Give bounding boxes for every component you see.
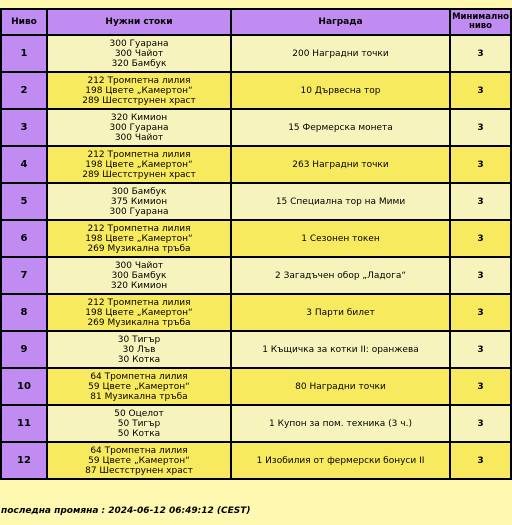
required-item: 59 Цвете „Камертон“	[88, 455, 190, 466]
reward-cell: 10 Дървесна тор	[231, 72, 450, 109]
level-cell: 11	[1, 405, 47, 442]
min-level-cell: 3	[450, 405, 511, 442]
level-cell: 2	[1, 72, 47, 109]
level-cell: 6	[1, 220, 47, 257]
table-row	[1, 146, 511, 183]
required-item: 300 Гуарана	[109, 38, 169, 49]
required-item: 269 Музикална тръба	[87, 317, 191, 328]
table-row	[1, 368, 511, 405]
level-cell: 10	[1, 368, 47, 405]
required-item: 300 Бамбук	[111, 270, 167, 281]
level-cell: 3	[1, 109, 47, 146]
min-level-cell: 3	[450, 220, 511, 257]
level-cell: 8	[1, 294, 47, 331]
required-item: 300 Чайот	[114, 132, 164, 143]
min-level-cell: 3	[450, 294, 511, 331]
required-item: 289 Шестструнен храст	[82, 95, 196, 106]
min-level-cell: 3	[450, 146, 511, 183]
reward-cell: 263 Наградни точки	[231, 146, 450, 183]
items-cell	[47, 220, 231, 257]
min-level-cell: 3	[450, 368, 511, 405]
items-cell	[47, 109, 231, 146]
level-cell: 4	[1, 146, 47, 183]
level-cell: 1	[1, 35, 47, 72]
required-item: 198 Цвете „Камертон“	[85, 159, 193, 170]
min-level-cell: 3	[450, 109, 511, 146]
required-item: 30 Котка	[117, 354, 161, 365]
items-cell	[47, 368, 231, 405]
required-item: 212 Тромпетна лилия	[87, 297, 191, 308]
items-cell	[47, 331, 231, 368]
items-cell	[47, 257, 231, 294]
required-item: 50 Оцелот	[114, 408, 164, 419]
required-item: 50 Котка	[117, 428, 161, 439]
required-item: 212 Тромпетна лилия	[87, 75, 191, 86]
reward-cell: 15 Специална тор на Мими	[231, 183, 450, 220]
min-level-cell: 3	[450, 183, 511, 220]
items-cell	[47, 442, 231, 479]
required-item: 198 Цвете „Камертон“	[85, 307, 193, 318]
required-item: 87 Шестструнен храст	[85, 465, 193, 476]
reward-cell: 1 Къщичка за котки II: оранжева	[231, 331, 450, 368]
header-min-level-line2: ниво	[468, 21, 493, 31]
required-item: 320 Кимион	[110, 112, 168, 123]
table-row	[1, 220, 511, 257]
items-cell	[47, 35, 231, 72]
required-item: 289 Шестструнен храст	[82, 169, 196, 180]
reward-cell: 3 Парти билет	[231, 294, 450, 331]
table-row	[1, 183, 511, 220]
min-level-cell: 3	[450, 35, 511, 72]
required-item: 300 Чайот	[114, 260, 164, 271]
table-row	[1, 257, 511, 294]
required-item: 212 Тромпетна лилия	[87, 149, 191, 160]
level-cell: 5	[1, 183, 47, 220]
required-item: 269 Музикална тръба	[87, 243, 191, 254]
level-cell: 12	[1, 442, 47, 479]
table-row	[1, 72, 511, 109]
reward-cell: 15 Фермерска монета	[231, 109, 450, 146]
header-items: Нужни стоки	[47, 9, 231, 35]
required-item: 300 Гуарана	[109, 122, 169, 133]
required-item: 320 Кимион	[110, 280, 168, 291]
reward-cell: 1 Изобилия от фермерски бонуси II	[231, 442, 450, 479]
last-modified-footer: последна промяна : 2024-06-12 06:49:12 (CEST)	[1, 506, 251, 516]
table-row	[1, 35, 511, 72]
table-body	[1, 35, 511, 479]
required-item: 50 Тигър	[117, 418, 161, 429]
min-level-cell: 3	[450, 442, 511, 479]
required-item: 300 Гуарана	[109, 206, 169, 217]
min-level-cell: 3	[450, 72, 511, 109]
min-level-cell: 3	[450, 257, 511, 294]
items-cell	[47, 72, 231, 109]
table-row	[1, 405, 511, 442]
min-level-cell: 3	[450, 331, 511, 368]
required-item: 30 Лъв	[122, 344, 156, 355]
header-min-level-line1: Минимално	[452, 12, 509, 22]
required-item: 64 Тромпетна лилия	[90, 445, 188, 456]
level-cell: 9	[1, 331, 47, 368]
table-row	[1, 442, 511, 479]
level-cell: 7	[1, 257, 47, 294]
required-item: 320 Бамбук	[111, 58, 167, 69]
levels-table	[0, 8, 512, 480]
required-item: 375 Кимион	[110, 196, 168, 207]
required-item: 212 Тромпетна лилия	[87, 223, 191, 234]
reward-cell: 1 Купон за пом. техника (3 ч.)	[231, 405, 450, 442]
table-row	[1, 294, 511, 331]
table-header-row	[1, 9, 511, 35]
required-item: 198 Цвете „Камертон“	[85, 85, 193, 96]
items-cell	[47, 183, 231, 220]
header-min-level	[450, 9, 511, 35]
required-item: 198 Цвете „Камертон“	[85, 233, 193, 244]
header-reward: Награда	[231, 9, 450, 35]
header-level: Ниво	[1, 9, 47, 35]
required-item: 64 Тромпетна лилия	[90, 371, 188, 382]
reward-cell: 2 Загадъчен обор „Ладога“	[231, 257, 450, 294]
items-cell	[47, 146, 231, 183]
reward-cell: 200 Наградни точки	[231, 35, 450, 72]
required-item: 30 Тигър	[117, 334, 161, 345]
required-item: 59 Цвете „Камертон“	[88, 381, 190, 392]
reward-cell: 80 Наградни точки	[231, 368, 450, 405]
table-row	[1, 109, 511, 146]
required-item: 81 Музикална тръба	[90, 391, 188, 402]
items-cell	[47, 294, 231, 331]
required-item: 300 Чайот	[114, 48, 164, 59]
required-item: 300 Бамбук	[111, 186, 167, 197]
items-cell	[47, 405, 231, 442]
table-row	[1, 331, 511, 368]
reward-cell: 1 Сезонен токен	[231, 220, 450, 257]
